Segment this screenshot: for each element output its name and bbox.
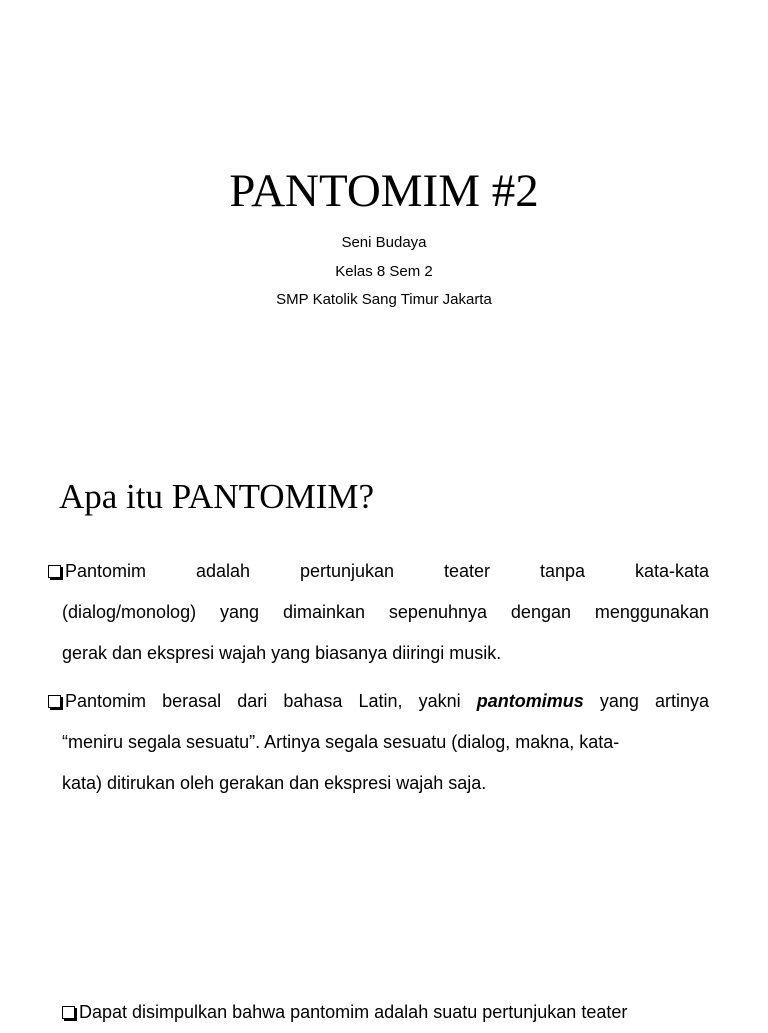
bullet-first-word	[48, 551, 146, 592]
text-segment: Pantomim berasal dari bahasa Latin, yakni	[65, 691, 477, 711]
bullet-line	[48, 551, 709, 592]
word: pertunjukan	[299, 561, 395, 581]
subtitle-block	[0, 229, 768, 315]
checkbox-bullet-icon	[62, 1006, 75, 1019]
bullet-conclusion	[62, 992, 762, 1033]
subject-label: Seni Budaya	[341, 234, 427, 251]
school-label: SMP Katolik Sang Timur Jakarta	[276, 291, 492, 308]
class-label: Kelas 8 Sem 2	[335, 262, 433, 280]
word: Pantomim	[65, 561, 147, 581]
word: adalah	[195, 561, 251, 581]
checkbox-bullet-icon	[48, 565, 61, 578]
page-title: PANTOMIM #2	[229, 165, 539, 217]
line-text: gerak dan ekspresi wajah yang biasanya diiringi musik.	[62, 643, 502, 663]
bullet-etymology	[48, 681, 709, 804]
line-text	[48, 681, 709, 722]
bullet-line	[48, 722, 709, 763]
line-text: Dapat disimpulkan bahwa pantomim adalah suatu pertunjukan teater	[79, 1002, 628, 1022]
bullet-line	[48, 681, 709, 722]
word: teater	[443, 561, 491, 581]
line-text: (dialog/monolog) yang dimainkan sepenuhnya dengan menggunakan	[62, 602, 709, 622]
line-text: kata) ditirukan oleh gerakan dan ekspresi wajah saja.	[62, 773, 487, 793]
checkbox-bullet-icon	[48, 695, 61, 708]
bullet-definition	[48, 551, 709, 674]
latin-term: pantomimus	[476, 691, 584, 711]
text-segment: yang artinya	[583, 691, 709, 711]
bullet-line	[48, 592, 709, 633]
word: tanpa	[539, 561, 585, 581]
bullet-line	[48, 633, 709, 674]
bullet-line	[48, 763, 709, 804]
line-text: “meniru segala sesuatu”. Artinya segala sesuatu (dialog, makna, kata-	[62, 732, 620, 752]
word: kata-kata	[634, 561, 709, 581]
section-heading: Apa itu PANTOMIM?	[59, 477, 375, 516]
